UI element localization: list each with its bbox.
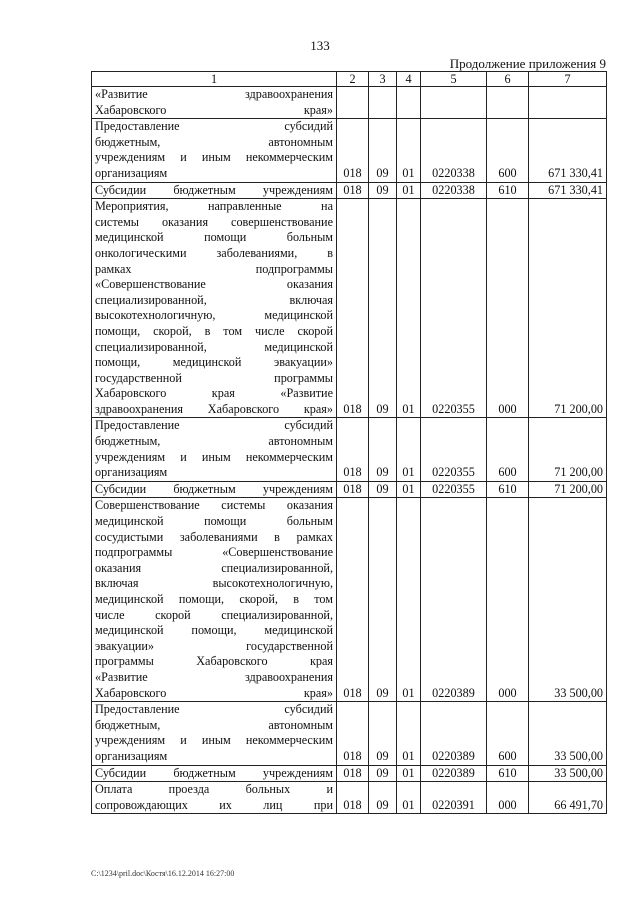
description-line: «Совершенствование оказания xyxy=(95,277,333,292)
header-col-4: 4 xyxy=(397,72,421,87)
description-line: Предоставление субсидий xyxy=(95,702,333,717)
amount: 671 330,41 xyxy=(529,119,607,182)
description-line: Хабаровского края» xyxy=(95,685,333,700)
description-line: помощи, медицинской эвакуации» xyxy=(95,355,333,370)
table-row xyxy=(92,119,607,182)
header-col-6: 6 xyxy=(487,72,529,87)
expense-type-code: 610 xyxy=(487,765,529,782)
row-description xyxy=(92,199,337,418)
subsection-code: 01 xyxy=(397,119,421,182)
subsection-code: 01 xyxy=(397,199,421,418)
page-number: 133 xyxy=(310,38,330,53)
description-line: сосудистыми заболеваниями в рамках xyxy=(95,529,333,544)
description-line: учреждениям и иным некоммерческим xyxy=(95,733,333,748)
description-line: Субсидии бюджетным учреждениям xyxy=(95,481,333,496)
description-line: «Развитие здравоохранения xyxy=(95,87,333,101)
header-col-2: 2 xyxy=(337,72,369,87)
target-article-code: 0220355 xyxy=(421,418,487,481)
section-code: 09 xyxy=(369,782,397,814)
ministry-code: 018 xyxy=(337,418,369,481)
section-code: 09 xyxy=(369,199,397,418)
subsection-code xyxy=(397,87,421,119)
subsection-code: 01 xyxy=(397,481,421,498)
subsection-code: 01 xyxy=(397,765,421,782)
row-description xyxy=(92,87,337,119)
header-col-1: 1 xyxy=(92,72,337,87)
ministry-code: 018 xyxy=(337,481,369,498)
description-line: организациям xyxy=(95,465,168,480)
description-line: медицинской помощи больным xyxy=(95,514,333,529)
amount xyxy=(529,87,607,119)
subsection-code: 01 xyxy=(397,702,421,765)
table-row xyxy=(92,182,607,199)
table-header-row xyxy=(92,72,607,87)
ministry-code: 018 xyxy=(337,765,369,782)
description-line: Предоставление субсидий xyxy=(95,119,333,134)
expense-type-code: 610 xyxy=(487,481,529,498)
description-line: государственной программы xyxy=(95,370,333,385)
description-line: учреждениям и иным некоммерческим xyxy=(95,150,333,165)
description-line: бюджетным, автономным xyxy=(95,134,333,149)
description-line: Мероприятия, направленные на xyxy=(95,199,333,214)
row-description xyxy=(92,182,337,199)
target-article-code: 0220389 xyxy=(421,702,487,765)
expense-type-code: 000 xyxy=(487,498,529,702)
target-article-code: 0220389 xyxy=(421,498,487,702)
description-line: медицинской помощи больным xyxy=(95,230,333,245)
description-line: числе скорой специализированной, xyxy=(95,607,333,622)
description-line: организациям xyxy=(95,748,168,763)
target-article-code: 0220389 xyxy=(421,765,487,782)
ministry-code: 018 xyxy=(337,702,369,765)
description-line: Оплата проезда больных и xyxy=(95,782,333,797)
section-code: 09 xyxy=(369,498,397,702)
header-col-7: 7 xyxy=(529,72,607,87)
description-line: помощи, скорой, в том числе скорой xyxy=(95,323,333,338)
description-line: сопровождающих их лиц при xyxy=(95,797,333,812)
ministry-code: 018 xyxy=(337,782,369,814)
header-col-5: 5 xyxy=(421,72,487,87)
description-line: Субсидии бюджетным учреждениям xyxy=(95,182,333,197)
expense-type-code: 000 xyxy=(487,782,529,814)
description-line: Хабаровского края «Развитие xyxy=(95,386,333,401)
amount: 71 200,00 xyxy=(529,418,607,481)
expense-type-code: 600 xyxy=(487,119,529,182)
amount: 33 500,00 xyxy=(529,498,607,702)
amount: 33 500,00 xyxy=(529,702,607,765)
description-line: системы оказания совершенствование xyxy=(95,214,333,229)
description-line: «Развитие здравоохранения xyxy=(95,669,333,684)
subsection-code: 01 xyxy=(397,418,421,481)
description-line: эвакуации» государственной xyxy=(95,638,333,653)
row-description xyxy=(92,702,337,765)
ministry-code: 018 xyxy=(337,182,369,199)
description-line: подпрограммы «Совершенствование xyxy=(95,545,333,560)
section-code: 09 xyxy=(369,481,397,498)
table-row xyxy=(92,498,607,702)
footer-path: C:\1234\pril.doc\Костя\16.12.2014 16:27:00 xyxy=(91,869,235,878)
target-article-code: 0220355 xyxy=(421,481,487,498)
description-line: программы Хабаровского края xyxy=(95,654,333,669)
expense-type-code xyxy=(487,87,529,119)
expense-type-code: 610 xyxy=(487,182,529,199)
description-line: медицинской помощи, скорой, в том xyxy=(95,592,333,606)
row-description xyxy=(92,782,337,814)
subsection-code: 01 xyxy=(397,182,421,199)
row-description xyxy=(92,481,337,498)
description-line: Совершенствование системы оказания xyxy=(95,498,333,513)
description-line: медицинской помощи, медицинской xyxy=(95,623,333,638)
table-row xyxy=(92,765,607,782)
expense-type-code: 600 xyxy=(487,702,529,765)
description-line: учреждениям и иным некоммерческим xyxy=(95,449,333,464)
row-description xyxy=(92,765,337,782)
amount: 33 500,00 xyxy=(529,765,607,782)
expense-type-code: 600 xyxy=(487,418,529,481)
header-col-3: 3 xyxy=(369,72,397,87)
section-code xyxy=(369,87,397,119)
description-line: Хабаровского края» xyxy=(95,102,333,117)
table-row xyxy=(92,199,607,418)
subsection-code: 01 xyxy=(397,782,421,814)
ministry-code: 018 xyxy=(337,199,369,418)
section-code: 09 xyxy=(369,702,397,765)
description-line: специализированной, медицинской xyxy=(95,339,333,354)
table-row xyxy=(92,702,607,765)
subsection-code: 01 xyxy=(397,498,421,702)
description-line: Субсидии бюджетным учреждениям xyxy=(95,765,333,780)
section-code: 09 xyxy=(369,418,397,481)
description-line: здравоохранения Хабаровского края» xyxy=(95,401,333,416)
amount: 671 330,41 xyxy=(529,182,607,199)
description-line: организациям xyxy=(95,165,168,180)
section-code: 09 xyxy=(369,182,397,199)
amount: 66 491,70 xyxy=(529,782,607,814)
target-article-code: 0220338 xyxy=(421,119,487,182)
table-row xyxy=(92,481,607,498)
row-description xyxy=(92,119,337,182)
ministry-code: 018 xyxy=(337,498,369,702)
target-article-code: 0220355 xyxy=(421,199,487,418)
continuation-label: Продолжение приложения 9 xyxy=(449,56,606,71)
description-line: включая высокотехнологичную, xyxy=(95,576,333,591)
expense-type-code: 000 xyxy=(487,199,529,418)
table-row xyxy=(92,87,607,119)
row-description xyxy=(92,498,337,702)
description-line: онкологическими заболеваниями, в xyxy=(95,245,333,260)
description-line: высокотехнологичную, медицинской xyxy=(95,308,333,323)
description-line: бюджетным, автономным xyxy=(95,434,333,449)
description-line: бюджетным, автономным xyxy=(95,717,333,732)
target-article-code: 0220338 xyxy=(421,182,487,199)
description-line: рамках подпрограммы xyxy=(95,261,333,276)
description-line: Предоставление субсидий xyxy=(95,418,333,433)
ministry-code: 018 xyxy=(337,119,369,182)
target-article-code: 0220391 xyxy=(421,782,487,814)
description-line: специализированной, включая xyxy=(95,292,333,307)
section-code: 09 xyxy=(369,119,397,182)
section-code: 09 xyxy=(369,765,397,782)
amount: 71 200,00 xyxy=(529,199,607,418)
budget-table xyxy=(91,71,607,814)
description-line: оказания специализированной, xyxy=(95,560,333,575)
row-description xyxy=(92,418,337,481)
table-row xyxy=(92,782,607,814)
table-row xyxy=(92,418,607,481)
ministry-code xyxy=(337,87,369,119)
amount: 71 200,00 xyxy=(529,481,607,498)
target-article-code xyxy=(421,87,487,119)
